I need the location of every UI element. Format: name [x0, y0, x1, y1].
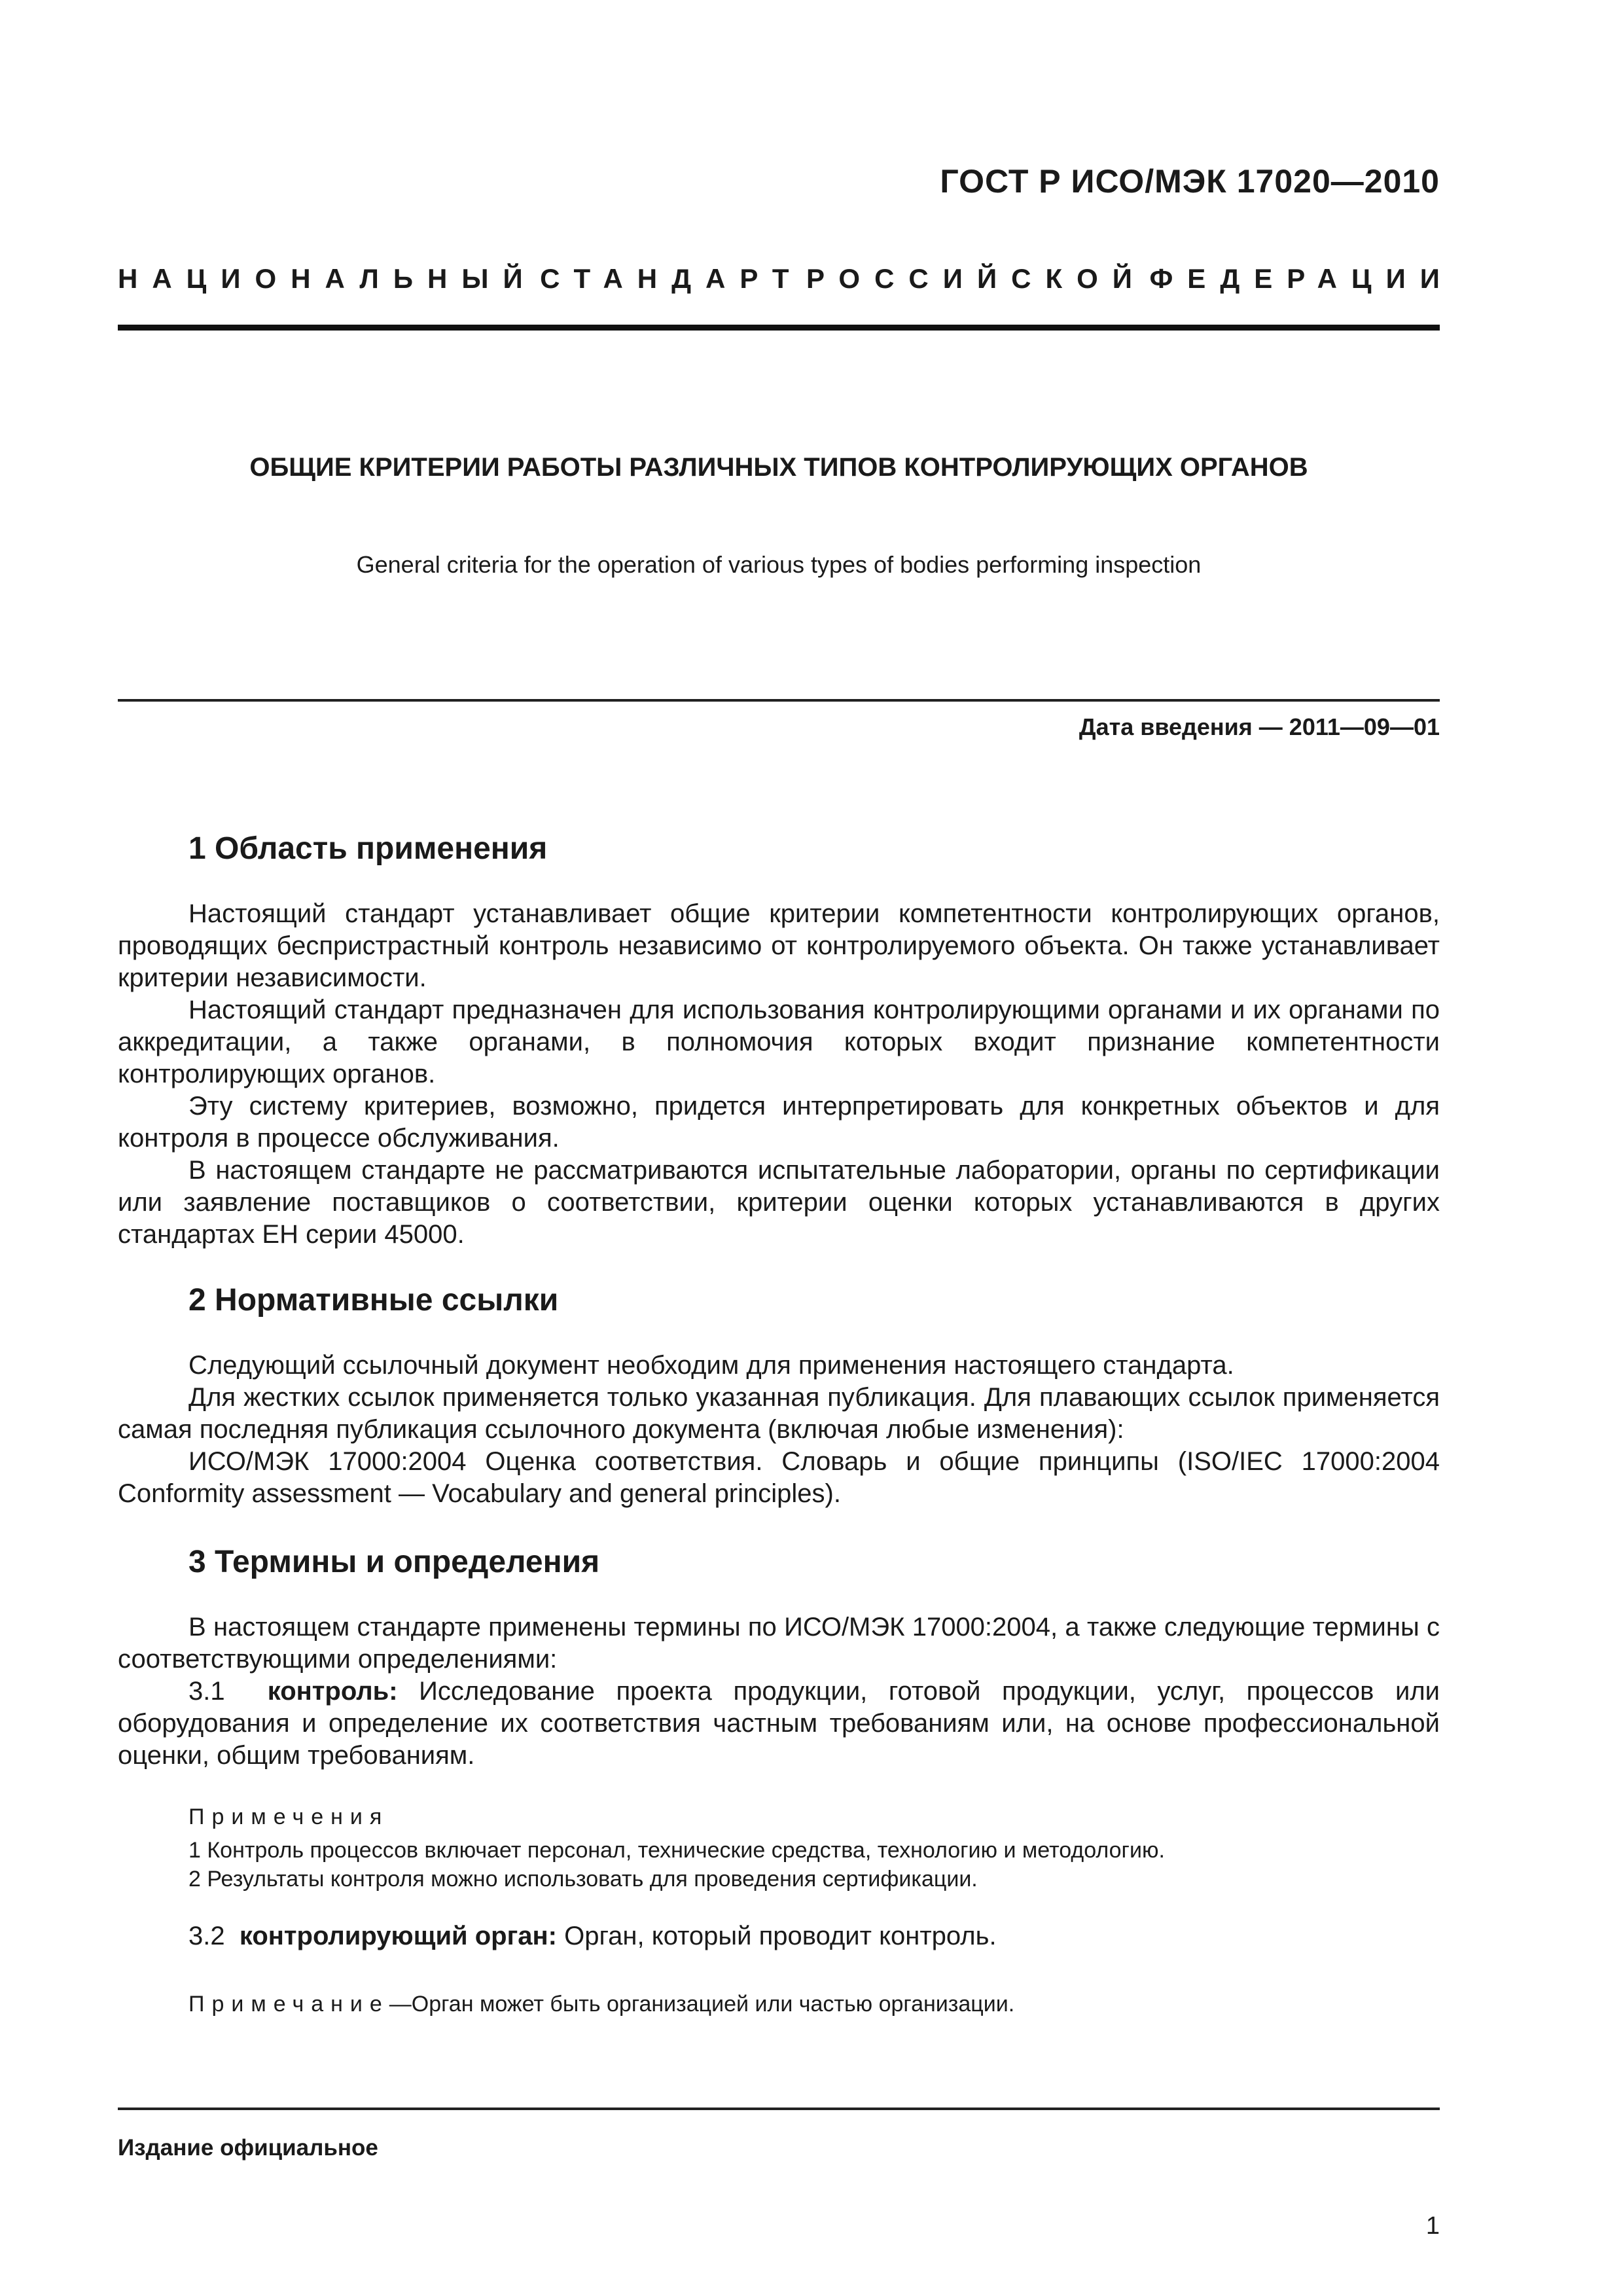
note-text: —Орган может быть организацией или частью организации. — [389, 1992, 1015, 2017]
national-word: СТАНДАРТ — [540, 263, 804, 294]
section-1 — [118, 833, 1440, 865]
note-single — [118, 1987, 1440, 2020]
note-item: 1 Контроль процессов включает персонал, технические средства, технологию и методологию. — [188, 1838, 1165, 1863]
paragraph: Эту систему критериев, возможно, придется интерпретировать для конкретных объектов и для контроля в процессе обслуживания. — [118, 1092, 1440, 1153]
term-3-2 — [118, 1920, 1440, 1952]
national-word: ФЕДЕРАЦИИ — [1149, 263, 1454, 294]
term-definition: Исследование проекта продукции, готовой продукции, услуг, процессов или оборудования и определение их соответствия частным требованиям или, на основе профессиональной оценки, общим требованиям. — [118, 1677, 1440, 1770]
section-3 — [118, 1546, 1440, 1578]
title-russian: ОБЩИЕ КРИТЕРИИ РАБОТЫ РАЗЛИЧНЫХ ТИПОВ КОНТРОЛИРУЮЩИХ ОРГАНОВ — [249, 453, 1308, 482]
paragraph: ИСО/МЭК 17000:2004 Оценка соответствия. Словарь и общие принципы (ISO/IEC 17000:2004 Conformity assessment — Vocabulary and general principles). — [118, 1447, 1440, 1508]
national-word: РОССИЙСКОЙ — [806, 263, 1147, 294]
section-heading: 2 Нормативные ссылки — [188, 1283, 559, 1318]
section-heading: 3 Термины и определения — [188, 1545, 600, 1579]
official-edition: Издание официальное — [118, 2135, 378, 2161]
national-word: НАЦИОНАЛЬНЫЙ — [118, 263, 537, 294]
term-name: контроль: — [267, 1677, 398, 1706]
header-rule — [118, 325, 1440, 331]
introduction-date: Дата введения — 2011—09—01 — [1079, 713, 1440, 740]
term-3-1 — [118, 1676, 1440, 1772]
national-standard-line — [118, 263, 1454, 295]
footer-rule — [118, 2108, 1440, 2110]
paragraph: Для жестких ссылок применяется только указанная публикация. Для плавающих ссылок применяется самая последняя публикация ссылочного документа (включая любые изменения): — [118, 1383, 1440, 1444]
note-item: 2 Результаты контроля можно использовать для проведения сертификации. — [188, 1867, 978, 1892]
section-heading: 1 Область применения — [188, 831, 548, 866]
section-1-body — [118, 898, 1440, 1251]
section-3-body — [118, 1611, 1440, 1772]
document-number: ГОСТ Р ИСО/МЭК 17020—2010 — [940, 163, 1440, 200]
notes-label: Примечения — [188, 1804, 389, 1829]
title-rule — [118, 699, 1440, 702]
paragraph: Настоящий стандарт предназначен для использования контролирующими органами и их органами по аккредитации, а также органами, в полномочия которых входит признание компетентности контролирующих органов. — [118, 996, 1440, 1088]
note-label: Примечание — [188, 1992, 389, 2017]
paragraph: Настоящий стандарт устанавливает общие критерии компетентности контролирующих органов, проводящих беспристрастный контроль независимо от контролируемого объекта. Он также устанавливает критерии независимости. — [118, 899, 1440, 992]
term-3-2-block — [118, 1920, 1440, 1952]
notes-block — [118, 1801, 1440, 1893]
term-name: контролирующий орган: — [239, 1922, 557, 1950]
term-number: 3.2 — [188, 1922, 225, 1950]
term-number: 3.1 — [188, 1677, 225, 1706]
paragraph: Следующий ссылочный документ необходим для применения настоящего стандарта. — [188, 1351, 1234, 1380]
title-english: General criteria for the operation of various types of bodies performing inspection — [356, 551, 1202, 578]
page-number: 1 — [1425, 2212, 1440, 2240]
term-definition: Орган, который проводит контроль. — [557, 1922, 997, 1950]
paragraph: В настоящем стандарте применены термины по ИСО/МЭК 17000:2004, а также следующие термины с соответствующими определениями: — [118, 1613, 1440, 1674]
section-2-body — [118, 1350, 1440, 1510]
paragraph: В настоящем стандарте не рассматриваются испытательные лаборатории, органы по сертификации или заявление поставщиков о соответствии, критерии оценки которых устанавливаются в других стандартах ЕН серии 45000. — [118, 1156, 1440, 1249]
section-2 — [118, 1284, 1440, 1316]
